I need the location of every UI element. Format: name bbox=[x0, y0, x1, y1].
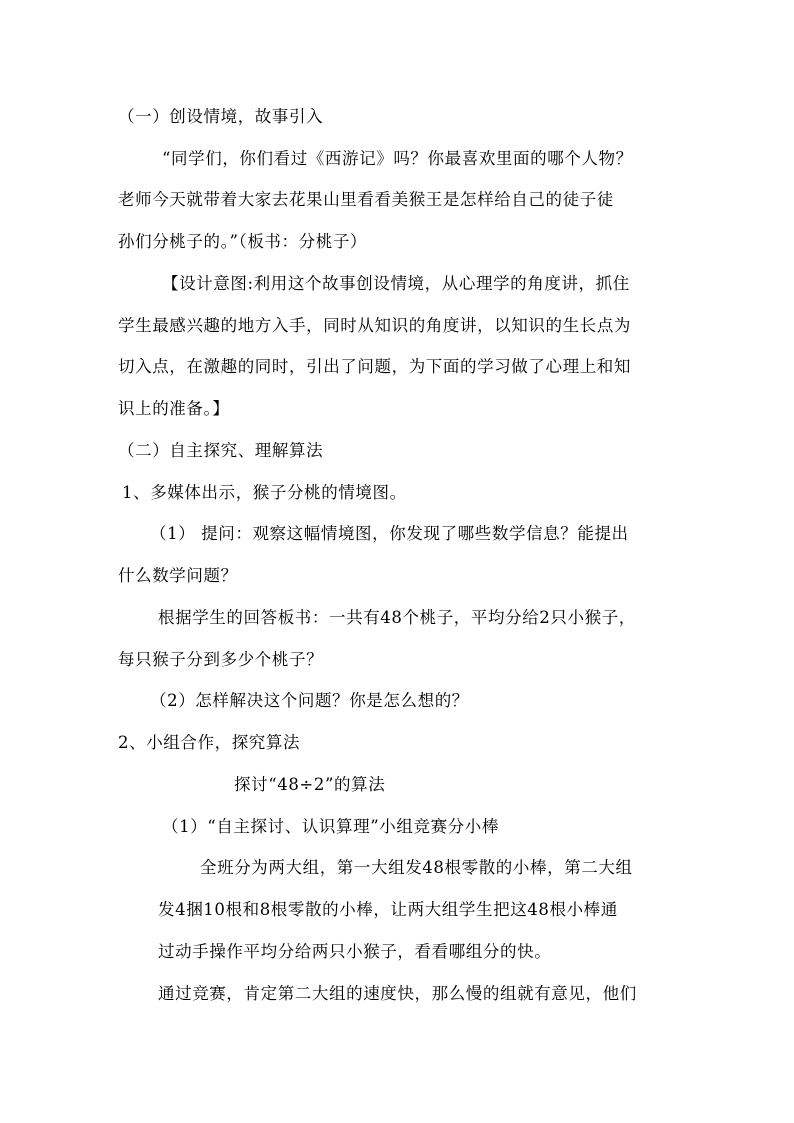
step-heading: 2、小组合作，探究算法 bbox=[118, 733, 301, 752]
question-line: 什么数学问题？ bbox=[118, 566, 238, 585]
question-line: （1） 提问：观察这幅情境图，你发现了哪些数学信息？能提出 bbox=[150, 524, 629, 543]
paragraph-line: 发4捆10根和8根零散的小棒，让两大组学生把这48根小棒通 bbox=[158, 900, 618, 919]
design-intent-line: 学生最感兴趣的地方入手，同时从知识的角度讲，以知识的生长点为 bbox=[118, 316, 631, 335]
paragraph-line: 根据学生的回答板书：一共有48个桃子，平均分给2只小猴子， bbox=[158, 608, 636, 627]
sub-heading: 探讨“48÷2”的算法 bbox=[234, 775, 386, 794]
question-line: （2）怎样解决这个问题？你是怎么想的？ bbox=[150, 691, 469, 710]
design-intent-line: 切入点，在激趣的同时，引出了问题，为下面的学习做了心理上和知 bbox=[118, 357, 631, 376]
paragraph-line: 通过竞赛，肯定第二大组的速度快，那么慢的组就有意见，他们 bbox=[158, 984, 637, 1003]
activity-heading: （1）“自主探讨、认识算理”小组竞赛分小棒 bbox=[162, 817, 499, 836]
section-heading-2: （二）自主探究、理解算法 bbox=[118, 441, 324, 460]
paragraph-line: 全班分为两大组，第一大组发48根零散的小棒，第二大组 bbox=[200, 858, 633, 877]
design-intent-line: 识上的准备。】 bbox=[118, 399, 230, 418]
paragraph-line: 孙们分桃子的。”（板书：分桃子） bbox=[118, 232, 368, 251]
paragraph-line: 每只猴子分到多少个桃子？ bbox=[118, 650, 324, 669]
paragraph-line: 过动手操作平均分给两只小猴子，看看哪组分的快。 bbox=[158, 942, 552, 961]
step-heading: 1、多媒体出示，猴子分桃的情境图。 bbox=[122, 483, 407, 502]
design-intent-line: 【设计意图:利用这个故事创设情境，从心理学的角度讲，抓住 bbox=[162, 274, 630, 293]
paragraph-line: 老师今天就带着大家去花果山里看看美猴王是怎样给自己的徒子徒 bbox=[118, 190, 614, 209]
paragraph-line: “同学们，你们看过《西游记》吗？你最喜欢里面的哪个人物？ bbox=[162, 149, 633, 168]
section-heading-1: （一）创设情境，故事引入 bbox=[118, 107, 324, 126]
